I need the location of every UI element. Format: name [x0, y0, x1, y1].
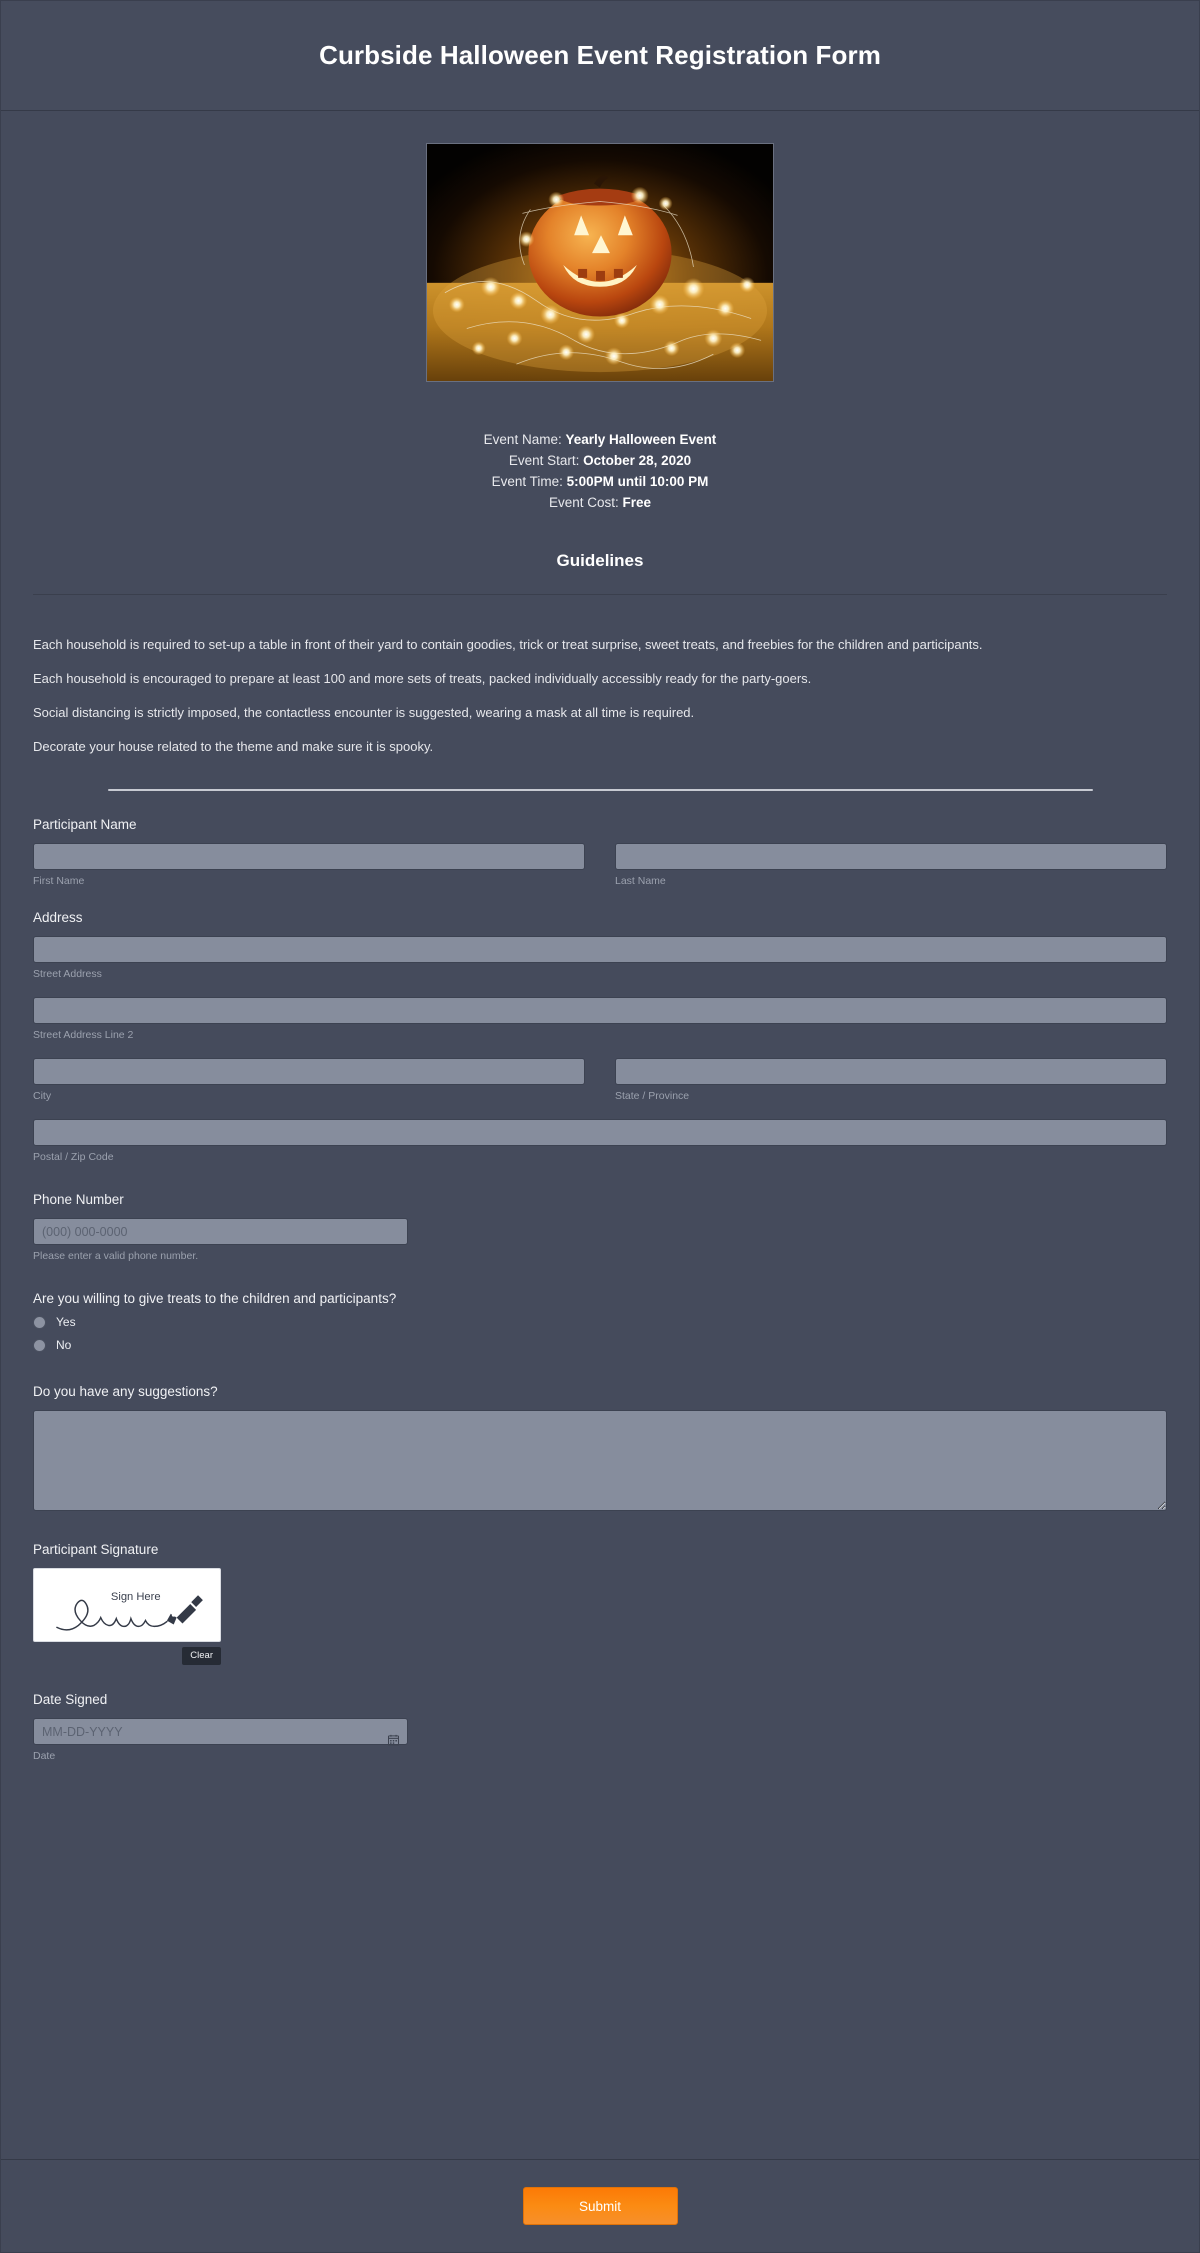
- event-details: [1, 429, 1199, 513]
- treats-question-label: Are you willing to give treats to the children and participants?: [33, 1291, 397, 1306]
- phone-number-input[interactable]: [33, 1218, 408, 1245]
- suggestions-label: Do you have any suggestions?: [33, 1384, 218, 1399]
- phone-number-label: Phone Number: [33, 1192, 124, 1207]
- first-name-sublabel: First Name: [33, 875, 85, 887]
- postal-code-sublabel: Postal / Zip Code: [33, 1151, 114, 1163]
- guideline-item: Each household is required to set-up a table in front of their yard to contain goodies, trick or treat surprise, sweet treats, and freebies for the children and participants.: [33, 637, 983, 652]
- guidelines-list: [1, 636, 1199, 756]
- participant-name-row: [33, 843, 1167, 887]
- event-time-label: Event Time:: [491, 474, 563, 489]
- event-name-line: [1, 429, 1199, 450]
- street-address-line2-sublabel: Street Address Line 2: [33, 1029, 134, 1041]
- form-footer: [1, 2159, 1199, 2252]
- radio-no-icon[interactable]: [33, 1339, 46, 1352]
- hero-image-container: [1, 111, 1199, 382]
- jack-o-lantern-image: [426, 143, 774, 382]
- radio-yes-icon[interactable]: [33, 1316, 46, 1329]
- event-name-value: Yearly Halloween Event: [565, 432, 717, 447]
- signature-clear-button[interactable]: Clear: [182, 1647, 221, 1665]
- participant-name-label: Participant Name: [33, 817, 137, 832]
- event-time-value: 5:00PM until 10:00 PM: [566, 474, 709, 489]
- first-name-group: [33, 843, 585, 887]
- event-name-label: Event Name:: [483, 432, 562, 447]
- event-start-label: Event Start:: [508, 453, 580, 468]
- street-address-group: [33, 936, 1167, 980]
- city-sublabel: City: [33, 1090, 52, 1102]
- submit-button[interactable]: Submit: [523, 2187, 678, 2225]
- postal-code-input[interactable]: [33, 1119, 1167, 1146]
- signature-clear-container: [33, 1647, 221, 1665]
- postal-code-group: [33, 1119, 1167, 1163]
- event-start-line: [1, 450, 1199, 471]
- date-signed-label: Date Signed: [33, 1692, 108, 1707]
- street-address-line2-group: [33, 997, 1167, 1041]
- sign-here-text: Sign Here: [110, 1591, 161, 1604]
- radio-yes-label: Yes: [56, 1315, 76, 1329]
- guideline-item: Social distancing is strictly imposed, the contactless encounter is suggested, wearing a mask at all time is required.: [33, 705, 695, 720]
- page-title: Curbside Halloween Event Registration Form: [319, 40, 881, 70]
- jack-o-lantern-icon: [427, 144, 773, 381]
- city-input[interactable]: [33, 1058, 585, 1085]
- section-divider: [108, 789, 1093, 791]
- state-group: [615, 1058, 1167, 1102]
- form-fields: [1, 791, 1199, 1762]
- phone-number-field: [33, 1192, 1167, 1262]
- address-field: [33, 910, 1167, 1163]
- state-province-sublabel: State / Province: [615, 1090, 690, 1102]
- phone-number-sublabel: Please enter a valid phone number.: [33, 1250, 199, 1262]
- phone-number-group: [33, 1218, 408, 1262]
- city-group: [33, 1058, 585, 1102]
- signature-pad[interactable]: [33, 1568, 221, 1642]
- guideline-item: Each household is encouraged to prepare at least 100 and more sets of treats, packed individually accessibly ready for the party-goers.: [33, 671, 812, 686]
- radio-option-yes[interactable]: [33, 1315, 1167, 1329]
- date-signed-group: [33, 1718, 408, 1762]
- guidelines-divider: [33, 594, 1167, 595]
- first-name-input[interactable]: [33, 843, 585, 870]
- last-name-group: [615, 843, 1167, 887]
- event-cost-line: [1, 492, 1199, 513]
- guideline-item: Decorate your house related to the theme and make sure it is spooky.: [33, 739, 434, 754]
- treats-question-field: [33, 1291, 1167, 1352]
- street-address-sublabel: Street Address: [33, 968, 102, 980]
- radio-no-label: No: [56, 1338, 72, 1352]
- street-address-line2-input[interactable]: [33, 997, 1167, 1024]
- date-signed-sublabel: Date: [33, 1750, 56, 1762]
- form-body: [1, 111, 1199, 1762]
- date-signed-field: [33, 1692, 1167, 1762]
- event-start-value: October 28, 2020: [583, 453, 692, 468]
- fountain-pen-nib-icon: [167, 1595, 203, 1624]
- signature-placeholder-graphic: [34, 1569, 220, 1641]
- event-time-line: [1, 471, 1199, 492]
- page-header: [1, 1, 1199, 111]
- participant-signature-field: [33, 1542, 1167, 1665]
- event-cost-value: Free: [622, 495, 652, 510]
- state-province-input[interactable]: [615, 1058, 1167, 1085]
- suggestions-field: [33, 1384, 1167, 1511]
- suggestions-textarea[interactable]: [33, 1410, 1167, 1511]
- section-divider-container: [1, 756, 1199, 791]
- participant-signature-label: Participant Signature: [33, 1542, 159, 1557]
- last-name-input[interactable]: [615, 843, 1167, 870]
- last-name-sublabel: Last Name: [615, 875, 666, 887]
- radio-option-no[interactable]: [33, 1338, 1167, 1352]
- event-cost-label: Event Cost:: [548, 495, 619, 510]
- city-state-row: [33, 1058, 1167, 1102]
- guidelines-heading: Guidelines: [556, 551, 644, 570]
- date-signed-input[interactable]: [33, 1718, 408, 1745]
- street-address-input[interactable]: [33, 936, 1167, 963]
- participant-name-field: [33, 817, 1167, 887]
- address-label: Address: [33, 910, 83, 925]
